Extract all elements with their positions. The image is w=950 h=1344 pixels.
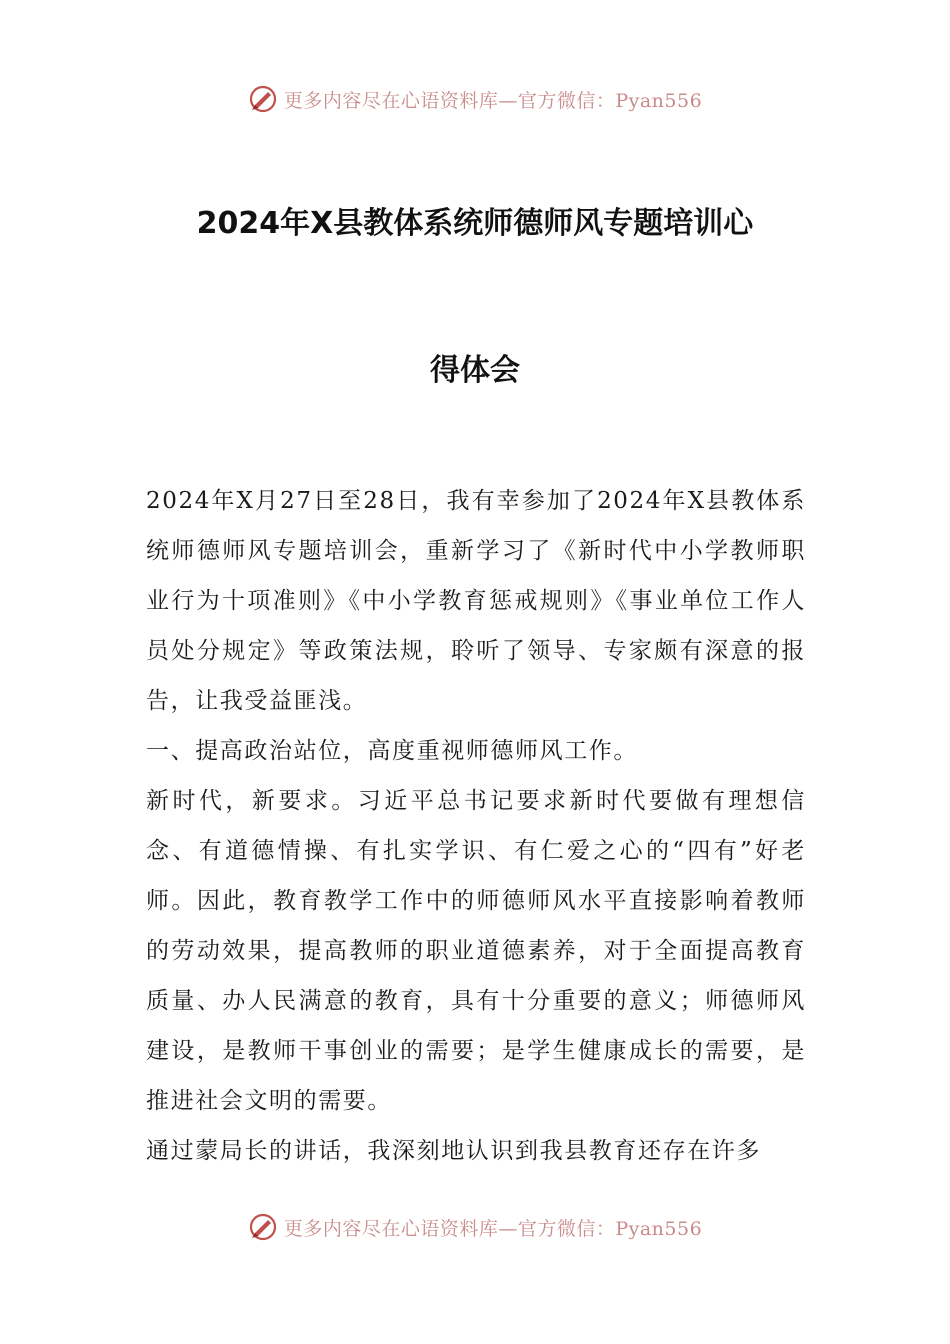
document-title-line-1: 2024年X县教体系统师德师风专题培训心: [196, 206, 754, 241]
paragraph-new-era: 新时代，新要求。习近平总书记要求新时代要做有理想信念、有道德情操、有扎实学识、有仁爱之心的“四有”好老师。因此，教育教学工作中的师德师风水平直接影响着教师的劳动效果，提高教师的职业道德素养，对于全面提高教育质量、办人民满意的教育，具有十分重要的意义；师德师风建设，是教师干事创业的需要；是学生健康成长的需要，是推进社会文明的需要。: [146, 788, 806, 1114]
paragraph-intro: 2024年X月27日至28日，我有幸参加了2024年X县教体系统师德师风专题培训会，重新学习了《新时代中小学教师职业行为十项准则》《中小学教育惩戒规则》《事业单位工作人员处分规定》等政策法规，聆听了领导、专家颇有深意的报告，让我受益匪浅。: [146, 488, 806, 714]
footer-watermark-text: 更多内容尽在心语资料库—官方微信：Pyan556: [283, 1217, 703, 1240]
footer-watermark: [0, 1212, 950, 1242]
section-heading-1: 一、提高政治站位，高度重视师德师风工作。: [146, 738, 638, 764]
pen-in-circle-icon: [248, 84, 278, 114]
document-body: [146, 476, 806, 1176]
paragraph-speech: 通过蒙局长的讲话，我深刻地认识到我县教育还存在许多: [146, 1138, 761, 1164]
pen-in-circle-icon: [248, 1212, 278, 1242]
header-watermark: [0, 84, 950, 114]
document-title-line-2: 得体会: [430, 353, 520, 388]
header-watermark-text: 更多内容尽在心语资料库—官方微信：Pyan556: [283, 89, 703, 112]
